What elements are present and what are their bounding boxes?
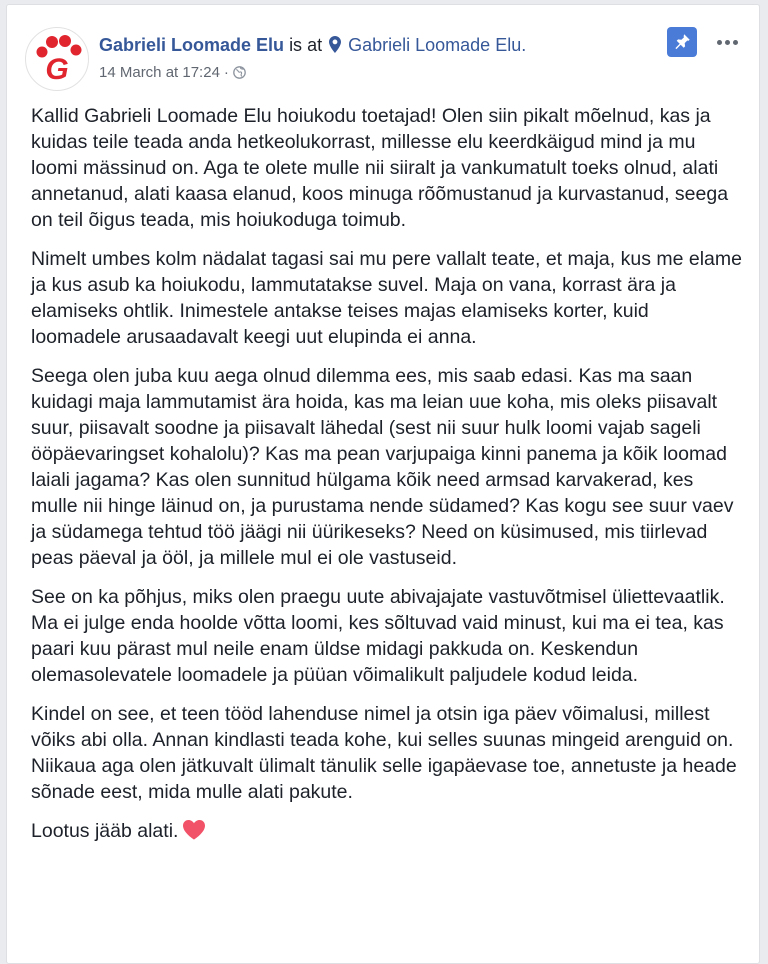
more-dot [733,40,738,45]
pushpin-icon [672,32,692,52]
more-dot [717,40,722,45]
post-paragraph: See on ka põhjus, miks olen praegu uute abivajajate vastuvõtmisel üliettevaatlik. Ma ei julge enda hoolde võtta loomi, kes sõltuvad vaid minust, kui ma ei tea, kas paari kuu pärast mul neile enam üldse midagi pakkuda on. Keskendun olemasolevatele loomadele ja püüan võimalikult paljudele kodud leida. [31,586,725,686]
more-options-button[interactable] [711,27,743,57]
paw-g-logo-icon [26,28,88,90]
globe-icon[interactable] [233,65,246,85]
svg-text:G: G [45,53,69,86]
post-paragraph: Seega olen juba kuu aega olnud dilemma ees, mis saab edasi. Kas ma saan kuidagi maja lammutamist ära hoida, kas ma leian uue koha, mis oleks piisavalt suur, piisavalt soodne ja piisavalt lähedal (sest nii suur hulk loomi vajab sageli ööpäevaringset kohalolu)? Kas ma pean varjupaiga kinni panema ja kõik loomad laiali jagama? Kas olen sunnitud hülgama kõik need armsad karvakerad, kes mulle nii hinge läinud on, ja purustama nende südamed? Kas kogu see suur vaev ja südamega tehtud töö jäägi nii üürikeseks? Need on küsimused, mis tiirlevad peas päeval ja ööl, ja millele mul ei ole vastuseid. [31,365,734,569]
post-card [6,4,760,964]
post-meta-line [99,63,246,85]
post-paragraph: Nimelt umbes kolm nädalat tagasi sai mu pere vallalt teate, et maja, kus me elame ja kus asub ka hoiukodu, lammutatakse suvel. Maja on vana, korrast ära ja elamiseks ohtlik. Inimestele antakse teises majas elamiseks korter, kuid loomadele arusaadavalt keegi uut elupinda ei anna. [31,248,742,348]
location-pin-icon [329,35,341,59]
heart-icon [182,819,206,847]
place-name-link[interactable]: Gabrieli Loomade Elu. [348,35,527,55]
post-header [25,27,743,91]
post-paragraph: Kallid Gabrieli Loomade Elu hoiukodu toetajad! Olen siin pikalt mõelnud, kas ja kuidas teile teada anda hetkeolukorrast, millesse elu keerdkäigud mind ja mu loomi mässinud on. Aga te olete mulle nii siiralt ja vankumatult toeks olnud, alati annetanud, alati kaasa elanud, koos minuga rõõmustanud ja kurvastanud, seega on teil õigus teada, mis hoiukoduga toimub. [31,105,729,231]
closing-line: Lootus jääb alati. [31,820,179,842]
post-timestamp[interactable]: 14 March at 17:24 [99,64,220,81]
pin-post-button[interactable] [667,27,697,57]
more-dot [725,40,730,45]
post-text [31,103,743,860]
is-at-text: is at [289,35,323,55]
meta-separator: · [223,64,229,81]
page-name-link[interactable]: Gabrieli Loomade Elu [99,35,285,55]
page-avatar[interactable] [25,27,89,91]
post-paragraph: Kindel on see, et teen tööd lahenduse nimel ja otsin iga päev võimalusi, millest võiks abi olla. Annan kindlasti teada kohe, kui selles suunas mingeid arenguid on. Niikaua aga olen jätkuvalt ülimalt tänulik selle igapäevase toe, annetuste ja heade sõnade eest, mida mulle alati pakute. [31,703,737,803]
post-closing-paragraph [31,818,743,847]
post-title-line [99,33,526,59]
